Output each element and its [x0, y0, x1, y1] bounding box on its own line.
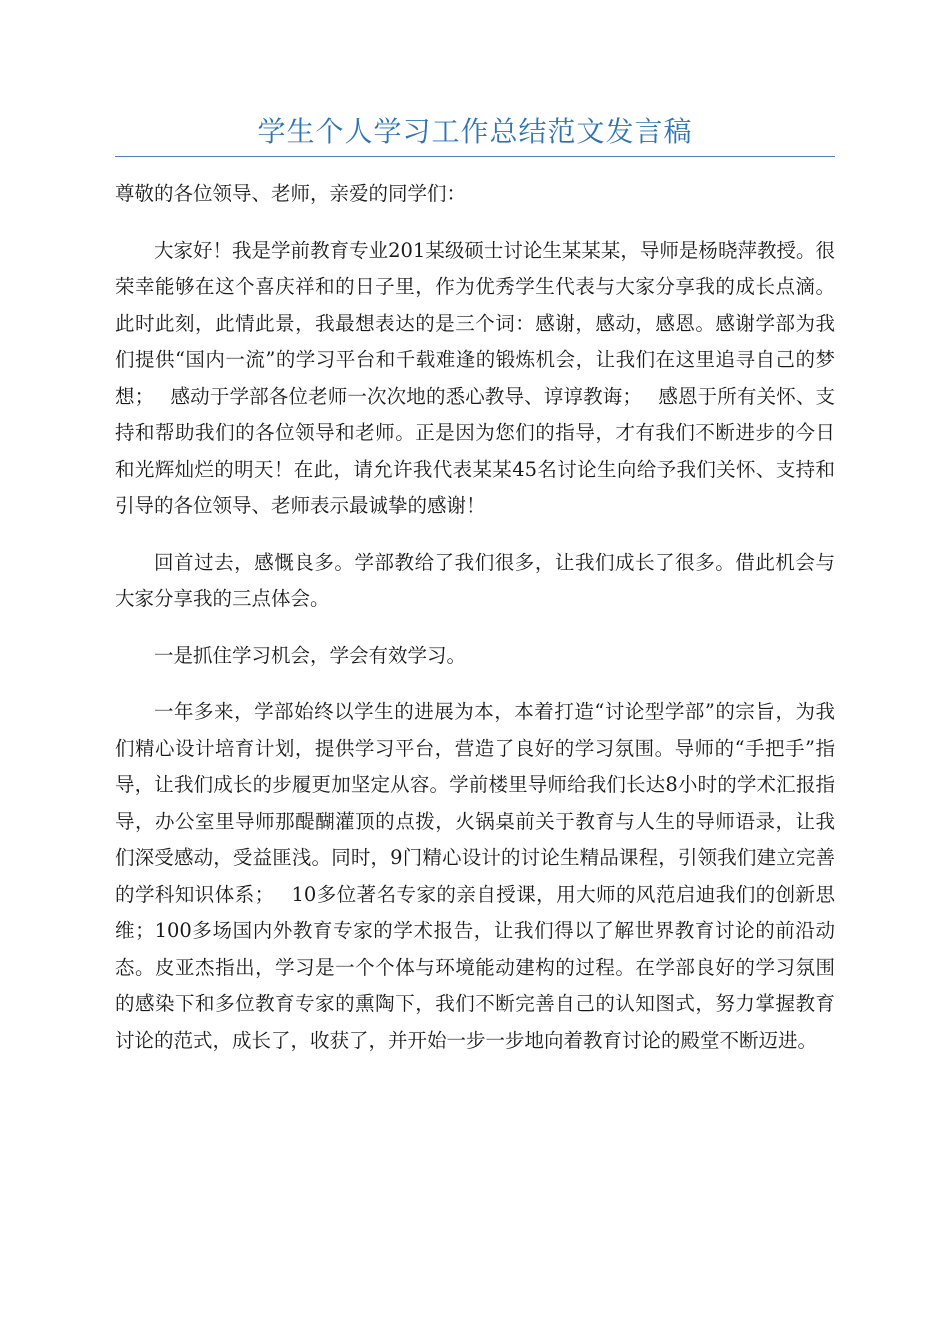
paragraph-intro: 大家好！我是学前教育专业201某级硕士讨论生某某某，导师是杨晓萍教授。很荣幸能够在这个喜庆祥和的日子里，作为优秀学生代表与大家分享我的成长点滴。此时此刻，此情此景，我最想表达的是三个词：感谢，感动，感恩。感谢学部为我们提供“国内一流”的学习平台和千载难逢的锻炼机会，让我们在这里追寻自己的梦想； 感动于学部各位老师一次次地的悉心教导、谆谆教诲； 感恩于所有关怀、支持和帮助我们的各位领导和老师。正是因为您们的指导，才有我们不断进步的今日和光辉灿烂的明天！在此，请允许我代表某某45名讨论生向给予我们关怀、支持和引导的各位领导、老师表示最诚挚的感谢！ [115, 238, 835, 517]
title-block [115, 112, 835, 157]
document-title: 学生个人学习工作总结范文发言稿 [257, 115, 693, 148]
document-page [115, 0, 835, 1344]
paragraph-learning: 一年多来，学部始终以学生的进展为本，本着打造“讨论型学部”的宗旨，为我们精心设计培育计划，提供学习平台，营造了良好的学习氛围。导师的“手把手”指导，让我们成长的步履更加坚定从容。学前楼里导师给我们长达8小时的学术汇报指导，办公室里导师那醍醐灌顶的点拨，火锅桌前关于教育与人生的导师语录，让我们深受感动，受益匪浅。同时，9门精心设计的讨论生精品课程，引领我们建立完善的学科知识体系； 10多位著名专家的亲自授课，用大师的风范启迪我们的创新思维；100多场国内外教育专家的学术报告，让我们得以了解世界教育讨论的前沿动态。皮亚杰指出，学习是一个个体与环境能动建构的过程。在学部良好的学习氛围的感染下和多位教育专家的熏陶下，我们不断完善自己的认知图式，努力掌握教育讨论的范式，成长了，收获了，并开始一步一步地向着教育讨论的殿堂不断迈进。 [115, 700, 835, 1052]
salutation: 尊敬的各位领导、老师，亲爱的同学们： [115, 182, 467, 205]
paragraph-review: 回首过去，感慨良多。学部教给了我们很多，让我们成长了很多。借此机会与大家分享我的三点体会。 [115, 550, 835, 610]
document-body [115, 176, 835, 1079]
paragraph-point-one: 一是抓住学习机会，学会有效学习。 [154, 643, 467, 667]
